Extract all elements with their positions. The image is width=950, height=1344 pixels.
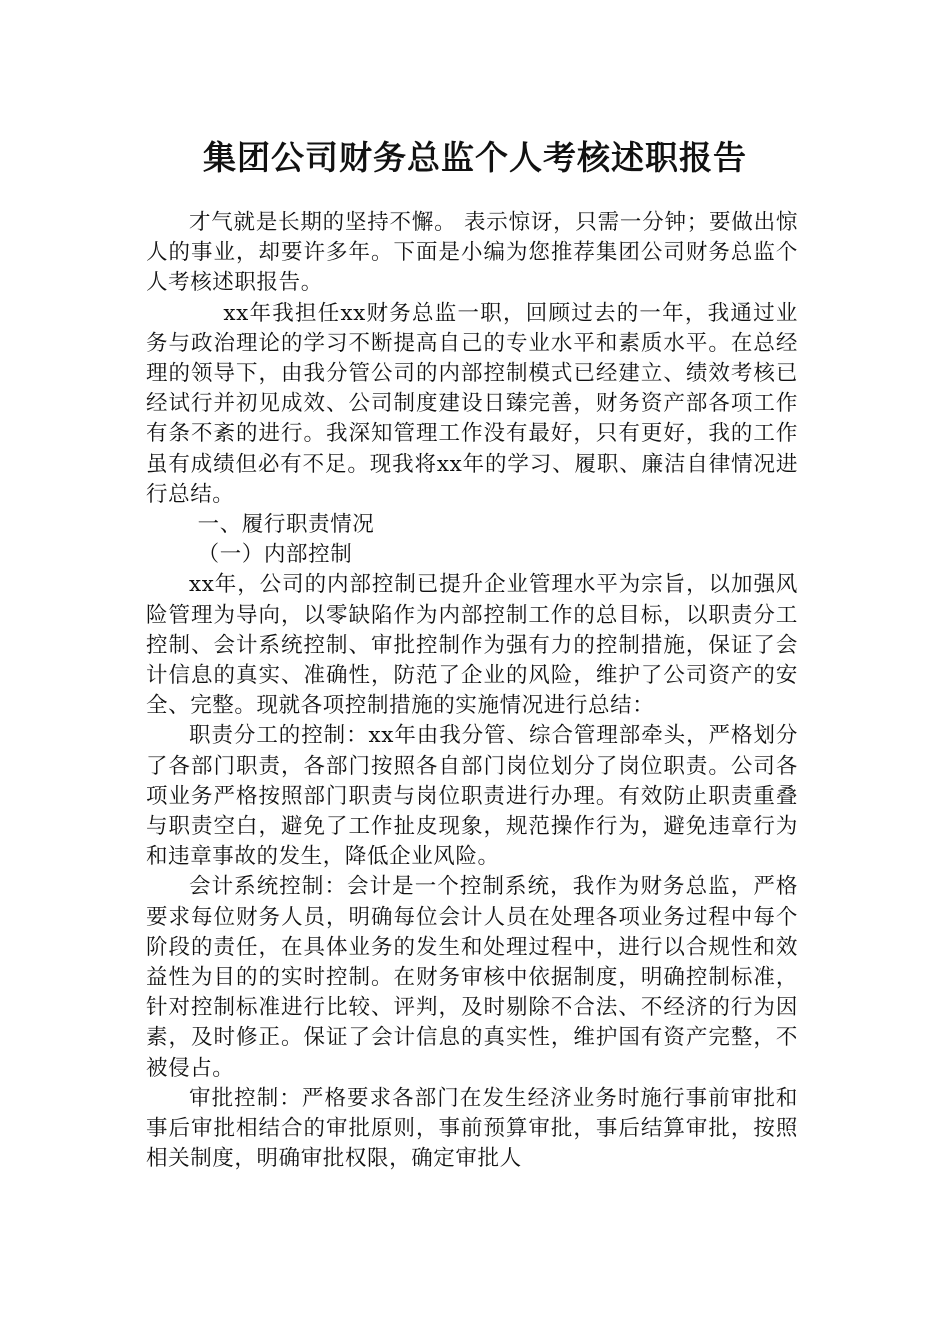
document-title: 集团公司财务总监个人考核述职报告 — [203, 138, 747, 177]
paragraph-approval-control: 审批控制：严格要求各部门在发生经济业务时施行事前审批和事后审批相结合的审批原则，事前预算审批，事后结算审批，按照相关制度，明确审批权限，确定审批人 — [146, 1085, 798, 1172]
paragraph-summary: xx年我担任xx财务总监一职，回顾过去的一年，我通过业务与政治理论的学习不断提高自己的专业水平和素质水平。在总经理的领导下，由我分管公司的内部控制模式已经建立、绩效考核已经试行并初见成效、公司制度建设日臻完善，财务资产部各项工作有条不紊的进行。我深知管理工作没有最好，只有更好，我的工作虽有成绩但必有不足。现我将xx年的学习、履职、廉洁自律情况进行总结。 — [146, 300, 798, 507]
paragraph-intro: 才气就是长期的坚持不懈。 表示惊讶，只需一分钟；要做出惊人的事业，却要许多年。下面是小编为您推荐集团公司财务总监个人考核述职报告。 — [146, 210, 798, 296]
section-heading: 一、履行职责情况 — [197, 512, 375, 538]
document-body — [146, 208, 798, 1175]
paragraph-duty-division: 职责分工的控制：xx年由我分管、综合管理部牵头，严格划分了各部门职责，各部门按照各自部门岗位划分了岗位职责。公司各项业务严格按照部门职责与岗位职责进行办理。有效防止职责重叠与职责空白，避免了工作扯皮现象，规范操作行为，避免违章行为和违章事故的发生，降低企业风险。 — [146, 723, 798, 870]
paragraph-accounting-control: 会计系统控制：会计是一个控制系统，我作为财务总监，严格要求每位财务人员，明确每位会计人员在处理各项业务过程中每个阶段的责任，在具体业务的发生和处理过程中，进行以合规性和效益性为目的的实时控制。在财务审核中依据制度，明确控制标准，针对控制标准进行比较、评判，及时剔除不合法、不经济的行为因素，及时修正。保证了会计信息的真实性，维护国有资产完整，不被侵占。 — [146, 874, 798, 1081]
paragraph-internal-control: xx年，公司的内部控制已提升企业管理水平为宗旨，以加强风险管理为导向，以零缺陷作为内部控制工作的总目标，以职责分工控制、会计系统控制、审批控制作为强有力的控制措施，保证了会计信息的真实、准确性，防范了企业的风险，维护了公司资产的安全、完整。现就各项控制措施的实施情况进行总结： — [146, 572, 798, 719]
subsection-heading: （一）内部控制 — [197, 542, 353, 568]
